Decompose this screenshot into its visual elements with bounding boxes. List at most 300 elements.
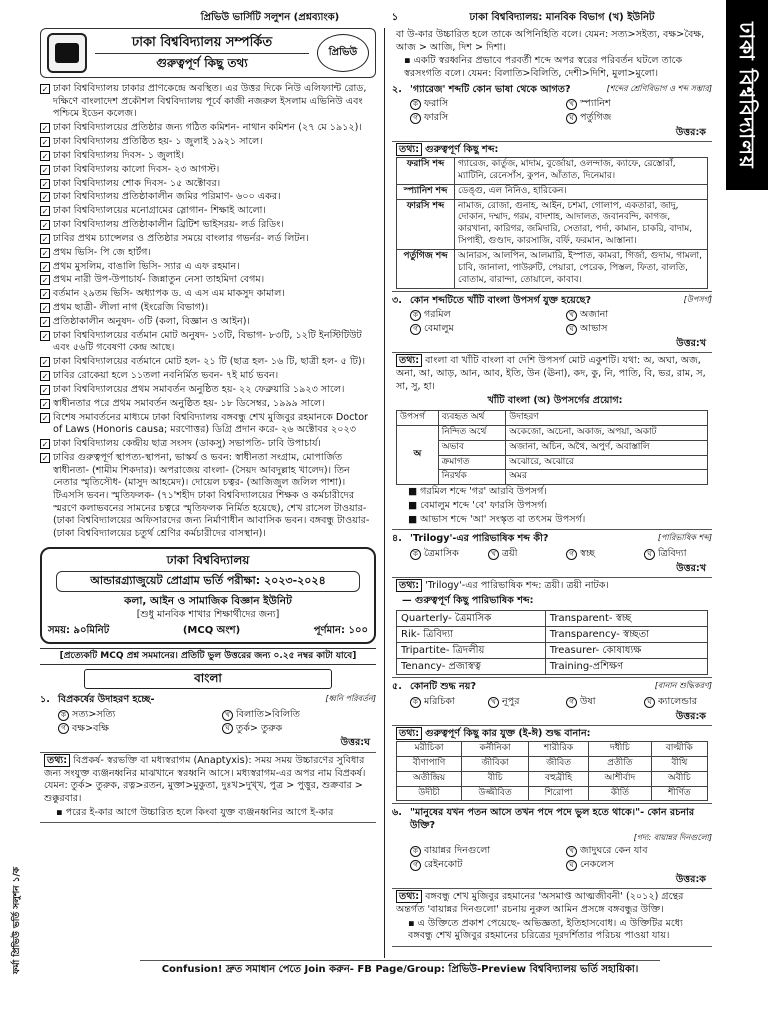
- option-key: ক: [410, 310, 421, 321]
- term-cell: Tenancy- প্রজাস্বত্ব: [397, 659, 546, 675]
- option-text: উষা: [580, 695, 596, 707]
- option[interactable]: [410, 548, 478, 561]
- left-column: [40, 28, 376, 958]
- checkbox-icon: ✓: [41, 221, 49, 231]
- question-5: [392, 681, 712, 694]
- checkbox-icon: ✓: [41, 440, 49, 450]
- footer: Confusion! দ্রুত সমাধান পেতে Join করুন- FB Page/Group: প্রিভিউ-Preview বিশ্ববিদ্যালয় ভর্তি সহায়িকা।: [140, 960, 660, 976]
- bullet-text: বেমালুম শব্দে 'বে' ফারসি উপসর্গ।: [420, 499, 548, 511]
- q1-options: [40, 709, 376, 735]
- fact-item: [40, 384, 376, 397]
- option-text: নূপুর: [502, 695, 520, 707]
- checkbox-icon: ✓: [41, 124, 49, 134]
- q1-tag: [ধ্বনি পরিবর্তন]: [325, 694, 376, 704]
- option-key: খ: [566, 846, 577, 857]
- fact-text: ঢাকা বিশ্ববিদ্যালয়ের প্রতিষ্ঠার জন্য গঠিত কমিশন- নাথান কমিশন (২৭ মে ১৯১২)।: [53, 122, 362, 134]
- option-key: গ: [410, 113, 421, 124]
- spelling-cell: জীবিকা: [462, 756, 529, 771]
- option[interactable]: [566, 309, 712, 322]
- prefix-row: [397, 425, 708, 440]
- exam-university: ঢাকা বিশ্ববিদ্যালয়: [166, 552, 250, 567]
- q4-answer: উত্তর:খ: [676, 562, 706, 574]
- instruction-bar: [প্রত্যেকটি MCQ প্রশ্ন সমমানের। প্রতিটি ভুল উত্তরের জন্য ০.২৫ নম্বর কাটা যাবে]: [40, 648, 376, 666]
- header-left: প্রিভিউ ভার্সিটি সলুশন (প্রশ্নব্যাংক): [200, 11, 340, 23]
- q4-info-text: 'Trilogy'-এর পারিভাষিক শব্দ: ত্রয়ী। ত্রয়ী নাটক।: [425, 580, 609, 592]
- fact-text: ঢাকা বিশ্ববিদ্যালয় প্রতিষ্ঠাকালীন ব্রিটিশ ভাইসরয়- লর্ড রিডিং।: [53, 219, 284, 231]
- spelling-cell: কর্নীনিকা: [462, 741, 529, 756]
- word-row: [397, 250, 708, 289]
- word-lang: ফরাসি শব্দ: [397, 157, 455, 184]
- option-key: গ: [410, 324, 421, 335]
- q5-text: কোনটি শুদ্ধ নয়?: [410, 681, 477, 693]
- prefix-meaning: নিরর্থক: [438, 470, 505, 485]
- option[interactable]: [410, 859, 556, 872]
- prefix-example: অমর: [506, 470, 708, 485]
- q4-info: [392, 577, 712, 678]
- option-key: ক: [410, 549, 421, 560]
- exam-note: [শুধু মানবিক শাখার শিক্ষার্থীদের জন্য]: [136, 608, 280, 620]
- option-text: তুর্ক> তুরুক: [236, 722, 283, 734]
- option-key: ঘ: [566, 324, 577, 335]
- fact-text: ঢাকা বিশ্ববিদ্যালয়ের মনোগ্রামের স্লোগান- শিক্ষাই আলো।: [53, 205, 266, 217]
- side-tab: ঢাকা বিশ্ববিদ্যালয়: [726, 0, 768, 190]
- option-text: ক্যালেন্ডার: [658, 695, 697, 707]
- option[interactable]: [58, 723, 212, 736]
- checkbox-icon: ✓: [41, 193, 49, 203]
- q6-text: "মানুষের যখন পতন আসে তখন পদে পদে ভুল হতে থাকে।"- কোন রচনার উক্তি?: [410, 807, 695, 832]
- fact-text: স্বাধীনতার পরে প্রথম সমাবর্তন অনুষ্ঠিত হয়- ১৮ ডিসেম্বর, ১৯৯৯ সালে।: [53, 397, 325, 409]
- fact-text: প্রথম নারী উপ-উপাচার্য- জিন্নাতুন নেসা তাহমিদা বেগম।: [53, 274, 265, 286]
- q6-options: [392, 845, 712, 871]
- q4-info-label: তথ্য:: [396, 579, 422, 592]
- q2-answer: উত্তর:ক: [675, 126, 706, 138]
- fact-item: [40, 452, 376, 541]
- exam-marks: পূর্ণমান: ১০০: [313, 625, 368, 637]
- checkbox-icon: ✓: [41, 85, 49, 94]
- checkbox-icon: ✓: [41, 276, 49, 286]
- spelling-table: [396, 741, 708, 802]
- option-key: খ: [222, 710, 233, 721]
- fact-item: [40, 302, 376, 315]
- spelling-cell: শিরোপা: [529, 786, 589, 801]
- q1-info-text: বিপ্রকর্ষ- স্বরভক্তি বা মধ্যস্বরাগম (Anaptyxis): সময় সময় উচ্চারণের সুবিধার জন্য সংযুক্ত ব্যঞ্জনধ্বনির মাঝখানে স্বরধ্বনি আসে। মধ্যস্বরাগম-এর অপর নাম বিপ্রকর্ষ। যেমন: তুর্ক> তুরুক, রত্ন>রতন, মুক্তা>মুকুতা, দুঃখ>দুখ্খ, পুত্র > পুত্তুর, শুক্রবার > শুক্কুরবার।: [44, 754, 366, 804]
- option-text: স্বচ্ছ: [580, 547, 595, 559]
- fact-text: ঢাকা বিশ্ববিদ্যালয় দিবস- ১ জুলাই।: [53, 149, 185, 161]
- word-row: [397, 199, 708, 250]
- right-column: [392, 28, 712, 958]
- spelling-cell: বীথি: [651, 756, 707, 771]
- spelling-cell: কীর্তি: [589, 786, 652, 801]
- option-key: খ: [566, 99, 577, 110]
- prefix-table-title: খাঁটি বাংলা (অ) উপসর্গের প্রয়োগ:: [487, 395, 623, 407]
- fact-text: ঢাবির রোকেয়া হলে ১১তলা নবনির্মিত ভবন- ৭ই মার্চ ভবন।: [53, 370, 279, 382]
- option-text: অজানা: [580, 309, 609, 321]
- option-key: গ: [566, 697, 577, 708]
- q1-info-bullet: ▪ পরের ই-কার আগে উচ্চারিত হলে কিংবা যুক্ত ব্যঞ্জনধ্বনির আগে ই-কার: [56, 806, 334, 818]
- q3-info: [392, 352, 712, 530]
- spelling-cell: উদীচী: [397, 786, 462, 801]
- spelling-cell: অতীন্দ্রিয়: [397, 771, 462, 786]
- subject-heading: বাংলা: [84, 669, 332, 689]
- facts-list: [40, 83, 376, 541]
- fact-text: ঢাকা বিশ্ববিদ্যালয়ের প্রথম সমাবর্তন অনুষ্ঠিত হয়- ২২ ফেব্রুয়ারি ১৯২৩ সালে।: [53, 384, 345, 395]
- q2-number: ২.: [392, 83, 402, 95]
- checkbox-icon: ✓: [41, 248, 49, 258]
- option-key: ঘ: [566, 860, 577, 871]
- option[interactable]: [410, 845, 556, 858]
- prefix-head-row: [397, 410, 708, 425]
- q5-tag: [বানান শুদ্ধিকরণ]: [654, 681, 712, 691]
- fact-item: [40, 288, 376, 301]
- spelling-cell: আশীর্বাদ: [589, 771, 652, 786]
- option-key: খ: [488, 549, 499, 560]
- fact-item: [40, 247, 376, 260]
- option-text: ত্রৈমাসিক: [424, 547, 459, 559]
- fact-text: ঢাকা বিশ্ববিদ্যালয়ের বর্তমান মোট অনুষদ- ১৩টি, বিভাগ- ৮৩টি, ১২টি ইনস্টিটিউট এবং ৫৬টি গবেষণা কেন্দ্র আছে।: [53, 329, 362, 354]
- checkbox-icon: ✓: [41, 138, 49, 147]
- word-list: ডেঙ্গু, এল নিনিও, হারিকেন।: [455, 184, 708, 199]
- option-text: বক্ষ>বক্ষি: [72, 722, 110, 734]
- word-lang: ফারসি শব্দ: [397, 199, 455, 250]
- spelling-cell: মরীচিকা: [397, 741, 462, 756]
- term-cell: Transparency- স্বচ্ছতা: [545, 626, 707, 642]
- checkbox-icon: ✓: [41, 358, 49, 368]
- fact-text: প্রথম ভিসি- পি জে হার্টগ।: [53, 246, 151, 258]
- fact-text: প্রথম মুসলিম, বাঙালি ভিসি- স্যার এ এফ রহমান।: [53, 260, 240, 272]
- fact-item: [40, 261, 376, 274]
- q1-info-label: তথ্য:: [44, 754, 70, 767]
- prefix-row: [397, 455, 708, 470]
- q6-tag: [গদ্য: বায়ান্নর দিনগুলো]: [633, 832, 712, 842]
- title-line-2: গুরুত্বপূর্ণ কিছু তথ্য: [95, 53, 309, 72]
- spelling-cell: শীর্ণিত: [651, 786, 707, 801]
- option[interactable]: [566, 98, 712, 111]
- q5-answer: উত্তর:ক: [675, 710, 706, 722]
- spelling-cell: বীচি: [462, 771, 529, 786]
- exam-title: আন্ডারগ্র্যাজুয়েট প্রোগ্রাম ভর্তি পরীক্ষা: ২০২৩-২০২৪: [56, 571, 360, 592]
- title-line-1: ঢাকা বিশ্ববিদ্যালয় সম্পর্কিত: [131, 35, 273, 50]
- word-list: নামাজ, রোজা, গুনাহ, আইন, চশমা, গোলাপ, একতারা, জাদু, দোকান, দম্মাদ, গরম, বাদশাহ, আদালত, জবানবন্দি, কাগজ, কারখানা, কারিগর, জমিদারি, সেতারা, পর্দা, কামান, চাকরি, বাদাম, সিপাহী, গুণ্ডাদ, কারসাজি, বর্ফি, ফরমান, আস্তানা।: [455, 199, 708, 250]
- option[interactable]: [566, 112, 712, 125]
- header-right: ঢাকা বিশ্ববিদ্যালয়: মানবিক বিভাগ (খ) ইউনিট: [469, 11, 655, 23]
- terms-title: — গুরুত্বপূর্ণ কিছু পারিভাষিক শব্দ:: [402, 594, 534, 606]
- prefix-row: [397, 440, 708, 455]
- continued-text-2: ▪ একটি স্বরধ্বনির প্রভাবে পরবর্তী শব্দে অপর স্বরের পরিবর্তন ঘটলে তাকে স্বরসংগতি বলে। যেমন: বিলাতি>বিলিতি, দেশী>দিশি, মুলা>মুলো।: [404, 55, 683, 79]
- option-text: ফারসি: [424, 111, 449, 123]
- q4-options: [392, 548, 712, 561]
- option-text: গরমিল: [424, 309, 451, 321]
- fact-item: [40, 274, 376, 287]
- question-3: [392, 295, 712, 308]
- fact-text: ঢাকা বিশ্ববিদ্যালয় প্রতিষ্ঠাকালীন জমির পরিমাণ- ৬০০ একর।: [53, 191, 281, 203]
- q6-info: [392, 888, 712, 947]
- spelling-row: [397, 786, 708, 801]
- fact-item: [40, 150, 376, 163]
- option-key: খ: [488, 697, 499, 708]
- fact-item: [40, 356, 376, 369]
- q6-info-bullet: ▪ এ উক্তিতে প্রকাশ পেয়েছে- অভিজ্ঞতা, ইতিহাসবোধ। এ উক্তিটির মধ্যে বঙ্গবন্ধু শেখ মুজিবুর রহমানের চরিত্রের দূরদর্শিতার পরিচয় পাওয়া যায়।: [408, 917, 683, 942]
- title-box: [40, 28, 376, 78]
- fact-text: বিশেষ সমাবর্তনের মাধ্যমে ঢাকা বিশ্ববিদ্যালয় বঙ্গবন্ধু শেখ মুজিবুর রহমানকে Doctor of Laws (Honoris causa; মরণোত্তর) ডিগ্রি প্রদান করে- ২৬ অক্টোবর ২০২৩: [53, 411, 369, 436]
- checkbox-icon: ✓: [41, 372, 49, 382]
- spelling-cell: শারীরিক: [529, 741, 589, 756]
- option[interactable]: [410, 98, 556, 111]
- fact-item: [40, 412, 376, 437]
- term-row: [397, 642, 708, 658]
- fact-item: [40, 330, 376, 355]
- checkbox-icon: ✓: [41, 262, 49, 272]
- prefix-meaning: নিন্দিত অর্থে: [438, 425, 505, 440]
- column-divider: [384, 28, 385, 958]
- fact-item: [40, 205, 376, 218]
- prefix-head-cell: উপসর্গ: [397, 410, 439, 425]
- option[interactable]: [488, 696, 556, 709]
- term-row: [397, 626, 708, 642]
- q3-answer: উত্তর:খ: [676, 337, 706, 349]
- word-lang: পর্তুগিজ শব্দ: [397, 250, 455, 289]
- prefix-key: অ: [397, 425, 439, 485]
- checkbox-icon: ✓: [41, 317, 49, 327]
- term-cell: Transparent- স্বচ্ছ: [545, 610, 707, 626]
- option-key: ক: [58, 710, 69, 721]
- option-text: নেকলেস: [580, 858, 614, 870]
- option[interactable]: [410, 112, 556, 125]
- q4-tag: [পারিভাষিক শব্দ]: [657, 533, 712, 543]
- fact-item: [40, 370, 376, 383]
- fact-text: ঢাবির গুরুত্বপূর্ণ স্থাপত্য-স্থাপনা, ভাস্কর্য ও ভবন: স্বাধীনতা সংগ্রাম, মোপার্জিত স্বাধীনতা- (শামীম শিকদার)। অপরাজেয় বাংলা- (সৈয়দ আবদুল্লাহ খালেদ)। তিন নেতার স্মৃতিসৌধ- (মাসুদ আহমেদ)। দোয়েল চত্বর- (আজিজুল জলিল পাশা)। টিএসসি ভবন। স্মৃতিফলক- (৭১'শহীদ ঢাকা বিশ্ববিদ্যালয়ের শিক্ষক ও কর্মচারীদের স্মরণে কলাভবনের সামনের চত্বরে স্মৃতিফলক নির্মিত হয়েছে), শেখ রাসেল টাওয়ার- (ঢাকা বিশ্ববিদ্যালয়ের অফিসারদের জন্য নির্মাণাধীন আবাসিক ভবন। বঙ্গবন্ধু টাওয়ার- (ঢাকা বিশ্ববিদ্যালয়ের চতুর্থ শ্রেণির কর্মচারীদের বাসস্থান)।: [53, 452, 370, 539]
- q2-info-label: তথ্য:: [396, 143, 422, 156]
- option[interactable]: [222, 723, 376, 736]
- q5-number: ৫.: [392, 681, 402, 693]
- exam-unit: কলা, আইন ও সামাজিক বিজ্ঞান ইউনিট: [124, 594, 292, 607]
- q4-text: 'Trilogy'-এর পারিভাষিক শব্দ কী?: [410, 533, 549, 545]
- q2-tag: [শব্দের শ্রেণিবিভাগ ও শব্দ সম্ভার]: [606, 83, 712, 93]
- terms-table: [396, 610, 708, 676]
- prefix-example: অকেজো, অচেনা, অকাজ, অপয়া, অকাট: [506, 425, 708, 440]
- question-2: [392, 84, 712, 97]
- option[interactable]: [644, 696, 712, 709]
- fact-text: প্রথম ছাত্রী- লীলা নাগ (ইংরেজি বিভাগ)।: [53, 302, 209, 314]
- option[interactable]: [566, 696, 634, 709]
- q6-answer: উত্তর:ক: [675, 873, 706, 885]
- bullet-text: গরমিল শব্দে 'গর' আরবি উপসর্গ।: [420, 486, 547, 498]
- option-text: আভাস: [580, 322, 608, 334]
- option-key: ঘ: [644, 549, 655, 560]
- q4-number: ৪.: [392, 533, 402, 545]
- prefix-table: [396, 410, 708, 485]
- title-text: [95, 34, 309, 72]
- spelling-cell: উজ্জীবিত: [462, 786, 529, 801]
- term-cell: Treasurer- কোষাধ্যক্ষ: [545, 642, 707, 658]
- option[interactable]: [566, 845, 712, 858]
- option-text: জাদুঘরে কেন যাব: [580, 845, 648, 857]
- fact-item: [40, 191, 376, 204]
- fact-text: ঢাকা বিশ্ববিদ্যালয় ঢাকার প্রাণকেন্দ্রে অবস্থিত। এর উত্তর দিকে নিউ এলিফ্যান্ট রোড, দক্ষিণে বাংলাদেশ প্রকৌশল বিশ্ববিদ্যালয় পূর্বে কাজী নজরুল ইসলাম এভিনিউ এবং পশ্চিমে ইডেন কলেজ।: [53, 83, 367, 120]
- prefix-row: [397, 470, 708, 485]
- fact-item: [40, 398, 376, 411]
- option[interactable]: [410, 309, 556, 322]
- spelling-row: [397, 741, 708, 756]
- checkbox-icon: ✓: [41, 304, 49, 314]
- q3-info-label: তথ্য:: [396, 354, 422, 367]
- q1-answer: উত্তর:ঘ: [340, 737, 370, 749]
- spelling-row: [397, 756, 708, 771]
- q3-bullets: [396, 486, 708, 526]
- fact-item: [40, 178, 376, 191]
- prefix-head-cell: ব্যবহৃত অর্থ: [438, 410, 505, 425]
- fact-item: [40, 219, 376, 232]
- checkbox-icon: ✓: [41, 399, 49, 409]
- term-row: [397, 610, 708, 626]
- q2-text: 'গ্যারেজ' শব্দটি কোন ভাষা থেকে আগত?: [410, 83, 571, 95]
- option-text: মরিচিকা: [424, 695, 455, 707]
- question-6: [392, 807, 712, 832]
- spelling-cell: বাল্মীকি: [651, 741, 707, 756]
- word-table: [396, 157, 708, 289]
- question-4: [392, 533, 712, 546]
- option-key: ক: [410, 697, 421, 708]
- term-cell: Quarterly- ত্রৈমাসিক: [397, 610, 546, 626]
- spelling-row: [397, 771, 708, 786]
- q2-table-title: গুরুত্বপূর্ণ কিছু শব্দ:: [425, 144, 499, 156]
- q3-number: ৩.: [392, 294, 402, 306]
- word-list: গ্যারেজ, কার্তুজ, মাদাম, বুর্জোয়া, ওলন্দাজ, ক্যাফে, রেস্তোরাঁ, ম্যাটিনি, রেনেসাঁস, কুপন, আঁতাত, দিনেমার।: [455, 157, 708, 184]
- fact-text: প্রতিষ্ঠাকালীন অনুষদ- ৩টি (কলা, বিজ্ঞান ও আইন)।: [53, 315, 250, 327]
- term-cell: Training-প্রশিক্ষণ: [545, 659, 707, 675]
- fact-text: বর্তমান ২৯তম ভিসি- অধ্যাপক ড. এ এস এম মাকসুদ কামাল।: [53, 288, 285, 300]
- bullet-text: আভাস শব্দে 'আ' সংস্কৃত বা তৎসম উপসর্গ।: [420, 513, 586, 525]
- exam-time: সময়: ৯০মিনিট: [48, 625, 110, 637]
- word-row: [397, 184, 708, 199]
- q1-text: বিপ্রকর্ষের উদাহরণ হচ্ছে-: [58, 694, 155, 706]
- q2-options: [392, 98, 712, 124]
- option-key: ঘ: [222, 723, 233, 734]
- option[interactable]: [222, 709, 376, 722]
- checkbox-icon: ✓: [41, 207, 49, 217]
- spelling-cell: দধীচি: [589, 741, 652, 756]
- checkbox-icon: ✓: [41, 151, 49, 161]
- bullet-item: ■ বেমালুম শব্দে 'বে' ফারসি উপসর্গ।: [408, 499, 548, 511]
- fact-text: ঢাকা বিশ্ববিদ্যালয় প্রতিষ্ঠিত হয়- ১ জুলাই ১৯২১ সালে।: [53, 136, 263, 147]
- checkbox-icon: ✓: [41, 386, 49, 395]
- spelling-cell: প্রতীতি: [589, 756, 652, 771]
- term-row: [397, 659, 708, 675]
- q5-info-label: তথ্য:: [396, 727, 422, 740]
- fact-text: ঢাকা বিশ্ববিদ্যালয় শোক দিবস- ১৫ অক্টোবর।: [53, 177, 221, 189]
- exam-meta: [48, 624, 368, 637]
- option-key: ক: [410, 846, 421, 857]
- option-text: বেমালুম: [424, 322, 454, 334]
- option-key: গ: [58, 723, 69, 734]
- option[interactable]: [488, 548, 556, 561]
- fact-item: [40, 438, 376, 451]
- fact-item: [40, 316, 376, 329]
- option-key: খ: [566, 310, 577, 321]
- spelling-cell: অবীচি: [651, 771, 707, 786]
- prefix-head-cell: উদাহরণ: [506, 410, 708, 425]
- option-text: বায়ান্নর দিনগুলো: [424, 845, 491, 857]
- q3-text: কোন শব্দটিতে খাঁটি বাংলা উপসর্গ যুক্ত হয়েছে?: [410, 294, 592, 306]
- fact-item: [40, 164, 376, 177]
- word-row: [397, 157, 708, 184]
- checkbox-icon: ✓: [41, 165, 49, 175]
- option[interactable]: [410, 323, 556, 336]
- option[interactable]: [410, 696, 478, 709]
- prefix-example: অঝোরে, অঝোরে: [506, 455, 708, 470]
- bullet-item: ■ গরমিল শব্দে 'গর' আরবি উপসর্গ।: [408, 486, 547, 498]
- q6-info-text-1: বঙ্গবন্ধু শেখ মুজিবুর রহমানের 'অসমাপ্ত আত্মজীবনী' (২০১২) গ্রন্থের অন্তর্গত 'বায়ান্নর দিনগুলো' রচনায় নুরুল আমিন প্রসঙ্গে বঙ্গবন্ধুর উক্তি।: [396, 891, 684, 915]
- q3-options: [392, 309, 712, 335]
- option-key: ঘ: [566, 113, 577, 124]
- option[interactable]: [566, 859, 712, 872]
- q3-tag: [উপসর্গ]: [683, 294, 712, 304]
- checkbox-icon: ✓: [41, 234, 49, 244]
- q5-options: [392, 696, 712, 709]
- exam-mcq: (MCQ অংশ): [182, 625, 241, 637]
- option-text: সত্য>সত্যি: [72, 708, 116, 720]
- fact-text: ঢাকা বিশ্ববিদ্যালয় কেন্দ্রীয় ছাত্র সংসদ (ডাকসু) সভাপতি- ঢাবি উপাচার্য।: [53, 438, 321, 450]
- option-text: ত্রয়ী: [502, 547, 518, 559]
- continued-text-1: বা উ-কার উচ্চারিত হলে তাকে অপিনিহিতি বলে। যেমন: সত্য>সইত্য, বক্ষ>বৈক্ষ, আজ > আজি, দিশ > দিশা।: [396, 29, 705, 53]
- q6-info-label: তথ্য:: [396, 890, 422, 903]
- side-footer: ফর্মা প্রিভিউ ভর্তি সলুশন ১/ক: [12, 866, 23, 974]
- prefix-example: অজানা, অচিন, অথৈ, অপুর্ণ, অবাস্তালি: [506, 440, 708, 455]
- university-logo: [47, 33, 87, 73]
- fact-item: [40, 83, 376, 121]
- checkbox-icon: ✓: [41, 331, 49, 341]
- fact-item: [40, 122, 376, 135]
- option-text: রেইনকোট: [424, 858, 463, 870]
- checkbox-icon: ✓: [41, 290, 49, 300]
- option-key: গ: [566, 549, 577, 560]
- option[interactable]: [644, 548, 712, 561]
- q2-info: [392, 141, 712, 291]
- q3-info-text: বাংলা বা খাঁটি বাংলা বা দেশি উপসর্গ মোট একুশটি। যথা: অ, অঘা, অজ, অনা, আ, আড়, আন, আব, ইতি, উন (ঊনা), কদ, কু, নি, পাতি, বি, ভর, রাম, স, সা, সু, হা।: [396, 355, 706, 392]
- checkbox-icon: ✓: [41, 413, 49, 423]
- word-list: আনারস, আলপিন, আলমারি, ইস্পাত, কামরা, গির্জা, গুদাম, গামলা, চাবি, জানালা, পাউরুটি, পেয়ারা, পেরেক, পিস্তল, ফিতা, বালতি, বোতাম, বারান্দা, তোয়ালে, কাবাব।: [455, 250, 708, 289]
- spelling-cell: বীণাপাণি: [397, 756, 462, 771]
- term-cell: Rik- ত্রিবিদ্যা: [397, 626, 546, 642]
- spelling-cell: জীবিত: [529, 756, 589, 771]
- option[interactable]: [58, 709, 212, 722]
- fact-text: ঢাকা বিশ্ববিদ্যালয় কালো দিবস- ২৩ আগস্ট।: [53, 163, 220, 175]
- spelling-cell: বহুব্রীহি: [529, 771, 589, 786]
- term-cell: Tripartite- ত্রিদলীয়: [397, 642, 546, 658]
- brand-logo: প্রিভিউ: [317, 34, 369, 72]
- option[interactable]: [566, 548, 634, 561]
- option-text: বিলাতি>বিলিতি: [236, 708, 300, 720]
- q5-info: [392, 725, 712, 804]
- q1-number: ১.: [40, 694, 50, 706]
- fact-item: [40, 136, 376, 149]
- option-text: পর্তুগিজ: [580, 111, 612, 123]
- prefix-meaning: অভাব: [438, 440, 505, 455]
- option-text: ফরাসি: [424, 98, 449, 110]
- option-key: ঘ: [644, 697, 655, 708]
- checkbox-icon: ✓: [41, 454, 49, 464]
- bullet-item: ■ আভাস শব্দে 'আ' সংস্কৃত বা তৎসম উপসর্গ।: [408, 513, 586, 525]
- prefix-meaning: ক্রমাগত: [438, 455, 505, 470]
- option[interactable]: [566, 323, 712, 336]
- q1-info: [40, 752, 376, 823]
- fact-item: [40, 233, 376, 246]
- exam-box: [40, 547, 376, 644]
- word-lang: স্প্যানিশ শব্দ: [397, 184, 455, 199]
- checkbox-icon: ✓: [41, 179, 49, 189]
- fact-text: ঢাকা বিশ্ববিদ্যালয়ের বর্তমানে মোট হল- ২১ টি (ছাত্র হল- ১৬ টি, ছাত্রী হল- ৫ টি)।: [53, 356, 366, 368]
- q6-number: ৬.: [392, 807, 402, 819]
- option-key: গ: [410, 860, 421, 871]
